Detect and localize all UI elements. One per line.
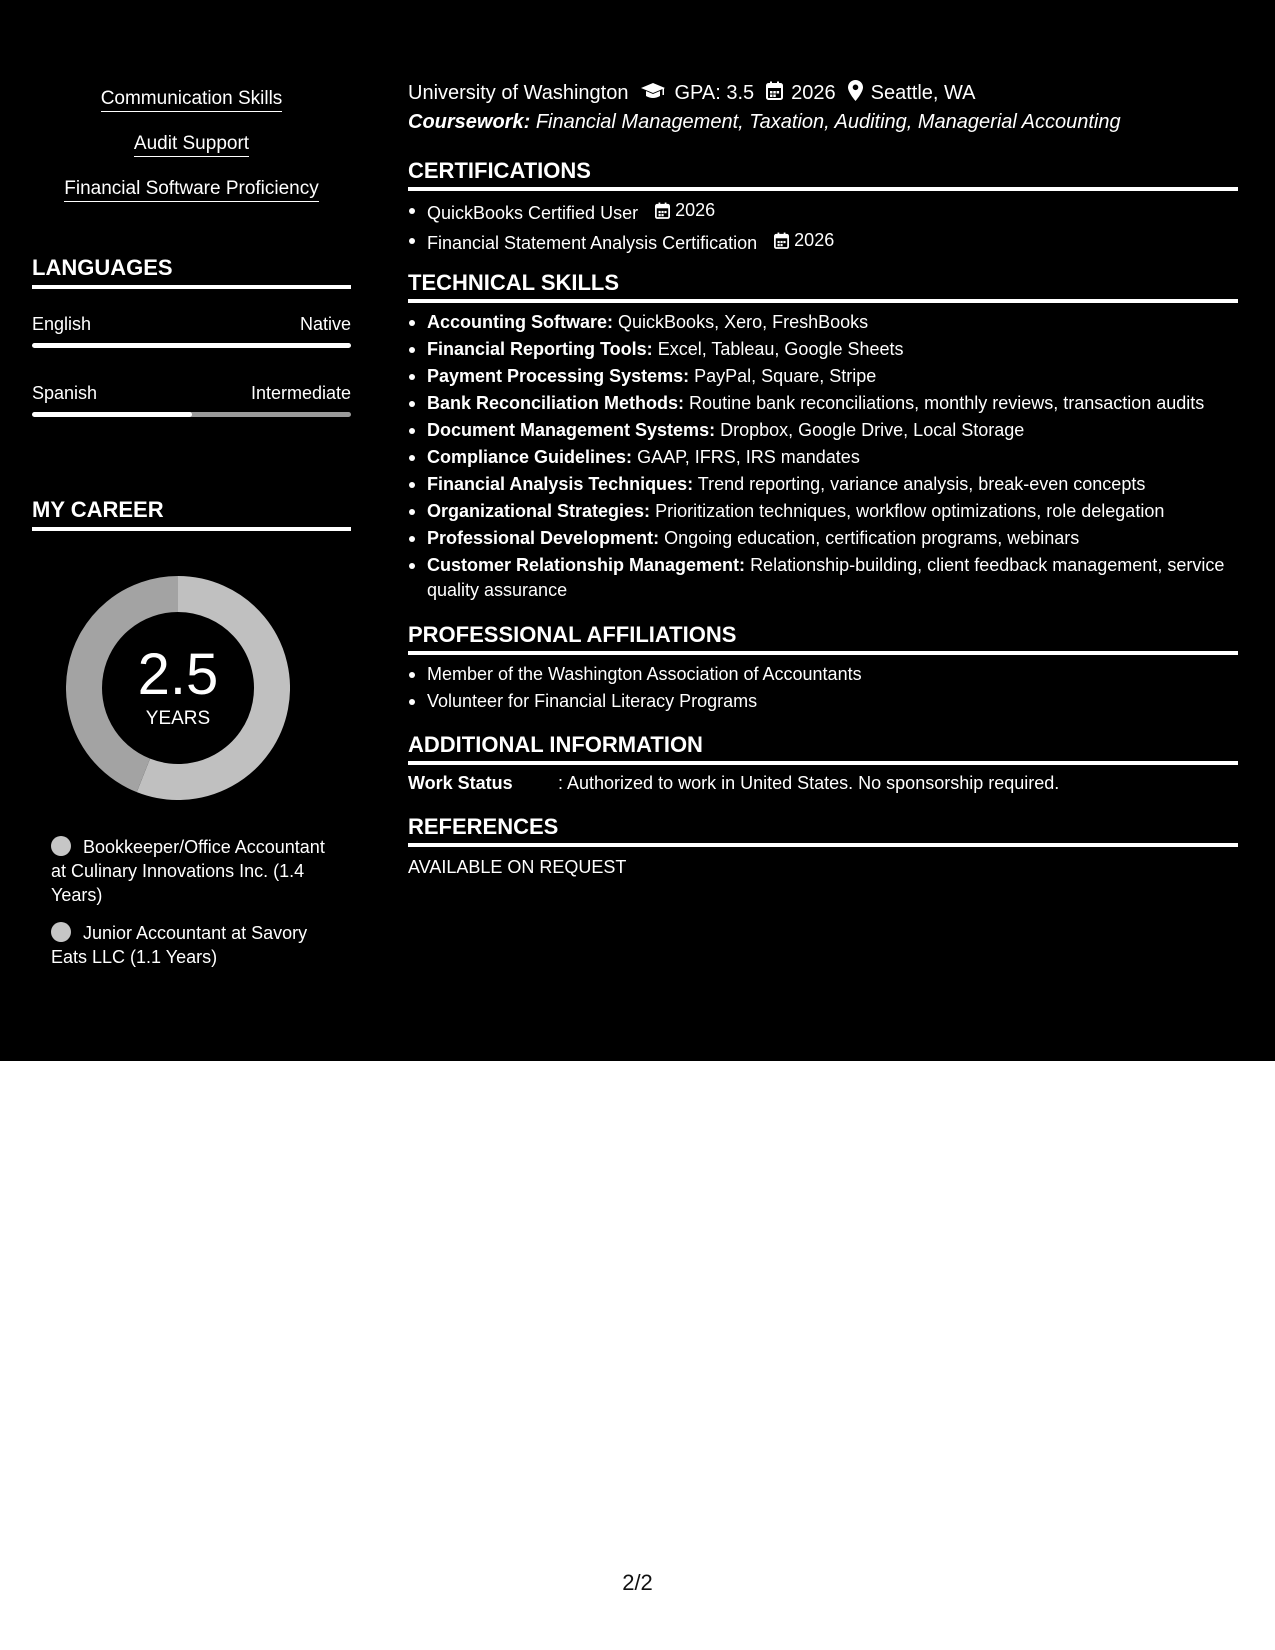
skill-item: Communication Skills xyxy=(32,88,351,112)
language-row-english xyxy=(32,314,351,335)
technical-skills-heading: TECHNICAL SKILLS xyxy=(408,270,1238,303)
list-item: Accounting Software: QuickBooks, Xero, FreshBooks xyxy=(408,310,1238,335)
language-bar-spanish xyxy=(32,412,351,417)
work-status-row xyxy=(408,773,1059,794)
list-item: Financial Analysis Techniques: Trend reporting, variance analysis, break-even concepts xyxy=(408,472,1238,497)
language-bar-fill xyxy=(32,412,192,417)
school-location: Seattle, WA xyxy=(870,82,976,104)
legend-dot-icon xyxy=(51,922,71,942)
work-status-value: : Authorized to work in United States. No sponsorship required. xyxy=(558,773,1060,793)
list-item: Bank Reconciliation Methods: Routine bank reconciliations, monthly reviews, transaction audits xyxy=(408,391,1238,416)
additional-info-heading: ADDITIONAL INFORMATION xyxy=(408,732,1238,765)
calendar-icon xyxy=(766,81,783,106)
list-item: Organizational Strategies: Prioritization techniques, workflow optimizations, role delegation xyxy=(408,499,1238,524)
list-item: Payment Processing Systems: PayPal, Square, Stripe xyxy=(408,364,1238,389)
career-total-years: 2.5 xyxy=(137,642,219,707)
language-bar-english xyxy=(32,343,351,348)
affiliations-heading: PROFESSIONAL AFFILIATIONS xyxy=(408,622,1238,655)
certifications-list xyxy=(408,198,1238,258)
school-name: University of Washington xyxy=(408,82,629,104)
work-status-label: Work Status xyxy=(408,773,513,793)
career-legend-item: Junior Accountant at Savory Eats LLC (1.1 Years) xyxy=(51,923,308,967)
coursework-list: Financial Management, Taxation, Auditing, Managerial Accounting xyxy=(535,111,1121,133)
language-level: Native xyxy=(299,314,351,334)
legend-dot-icon xyxy=(51,836,71,856)
career-total-unit: YEARS xyxy=(145,708,211,729)
career-legend-item: Bookkeeper/Office Accountant at Culinary Innovations Inc. (1.4 Years) xyxy=(51,837,325,905)
location-pin-icon xyxy=(848,80,863,107)
list-item: QuickBooks Certified User 2026 xyxy=(408,198,1238,226)
list-item: Volunteer for Financial Literacy Programs xyxy=(408,689,1238,714)
career-donut-chart xyxy=(66,576,290,800)
references-text: AVAILABLE ON REQUEST xyxy=(408,857,627,877)
language-name: English xyxy=(32,314,92,334)
list-item: Financial Statement Analysis Certification 2026 xyxy=(408,228,1238,256)
technical-skills-list xyxy=(408,310,1238,605)
language-level: Intermediate xyxy=(250,383,351,403)
calendar-icon xyxy=(774,232,789,249)
calendar-icon xyxy=(655,202,670,219)
career-heading: MY CAREER xyxy=(32,497,351,531)
list-item: Document Management Systems: Dropbox, Google Drive, Local Storage xyxy=(408,418,1238,443)
education-line xyxy=(408,80,976,107)
affiliations-list xyxy=(408,662,1238,716)
list-item: Professional Development: Ongoing education, certification programs, webinars xyxy=(408,526,1238,551)
language-name: Spanish xyxy=(32,383,98,403)
certifications-heading: CERTIFICATIONS xyxy=(408,158,1238,191)
list-item: Member of the Washington Association of Accountants xyxy=(408,662,1238,687)
page-number: 2/2 xyxy=(622,1570,653,1595)
language-row-spanish xyxy=(32,383,351,404)
coursework-line xyxy=(408,111,1121,134)
graduation-year: 2026 xyxy=(791,82,836,104)
skill-item: Financial Software Proficiency xyxy=(32,178,351,202)
gpa: GPA: 3.5 xyxy=(674,82,755,104)
list-item: Customer Relationship Management: Relationship-building, client feedback management, service quality assurance xyxy=(408,553,1238,603)
references-heading: REFERENCES xyxy=(408,814,1238,847)
graduation-cap-icon xyxy=(640,81,666,107)
list-item: Compliance Guidelines: GAAP, IFRS, IRS mandates xyxy=(408,445,1238,470)
languages-heading: LANGUAGES xyxy=(32,255,351,289)
coursework-label: Coursework: xyxy=(408,111,531,133)
skill-item: Audit Support xyxy=(32,133,351,157)
list-item: Financial Reporting Tools: Excel, Tableau, Google Sheets xyxy=(408,337,1238,362)
language-bar-fill xyxy=(32,343,351,348)
